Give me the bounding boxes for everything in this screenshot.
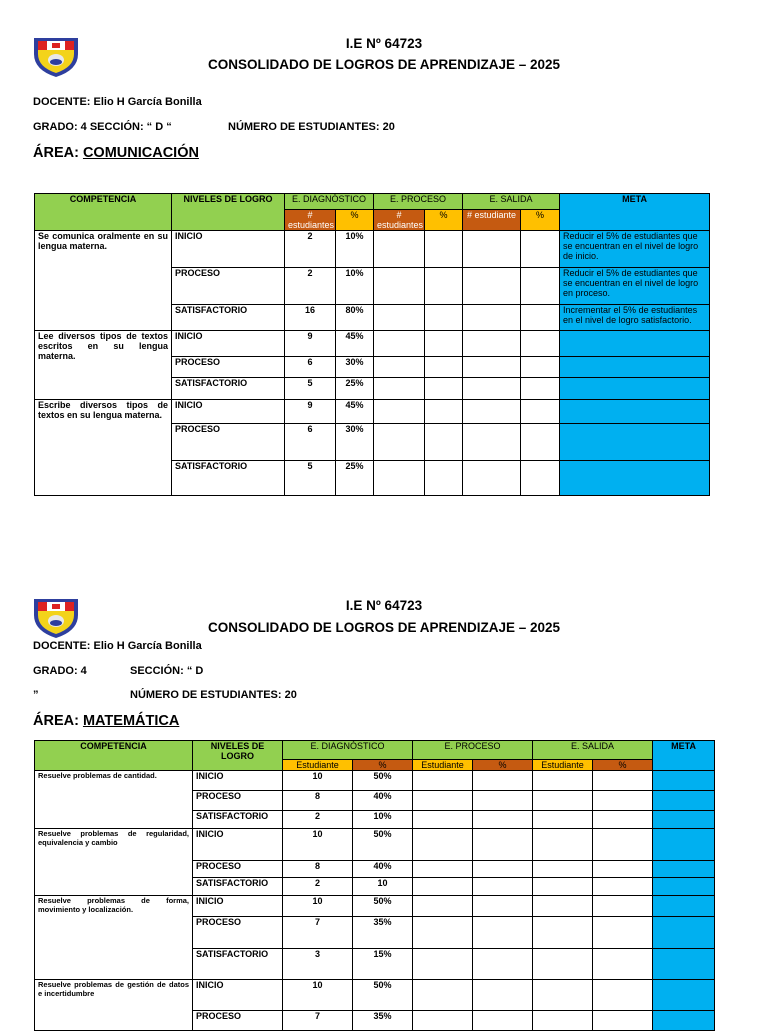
proc-count-cell xyxy=(374,331,425,357)
sal-count-cell xyxy=(463,231,521,268)
meta-cell xyxy=(653,878,715,896)
diag-pct-cell: 45% xyxy=(336,400,374,424)
sal-pct-cell xyxy=(593,980,653,1011)
diag-count-cell: 2 xyxy=(283,811,353,829)
sal-count-cell xyxy=(463,268,521,305)
competencia-header: COMPETENCIA xyxy=(35,741,193,771)
proc-count-cell xyxy=(413,829,473,861)
nivel-cell: SATISFACTORIO xyxy=(172,461,285,496)
proc-pct-cell xyxy=(473,811,533,829)
table-row xyxy=(35,771,715,791)
diag-pct-subheader: % xyxy=(353,760,413,771)
proc-count-cell xyxy=(413,896,473,917)
proc-pct-cell xyxy=(425,461,463,496)
proc-count-cell xyxy=(413,771,473,791)
nivel-cell: SATISFACTORIO xyxy=(193,811,283,829)
meta-header: META xyxy=(653,741,715,771)
sal-pct-cell xyxy=(521,305,560,331)
diag-count-cell: 10 xyxy=(283,829,353,861)
proceso-header: E. PROCESO xyxy=(413,741,533,760)
competencia-cell: Resuelve problemas de cantidad. xyxy=(35,771,193,829)
proc-count-cell xyxy=(413,917,473,949)
diag-pct-cell: 25% xyxy=(336,378,374,400)
proc-pct-cell xyxy=(425,305,463,331)
table-row xyxy=(35,400,710,424)
sal-pct-cell xyxy=(593,878,653,896)
nivel-cell: INICIO xyxy=(172,231,285,268)
diag-pct-subheader: % xyxy=(336,210,374,231)
proceso-header: E. PROCESO xyxy=(374,194,463,210)
diag-pct-cell: 80% xyxy=(336,305,374,331)
meta-header: META xyxy=(560,194,710,231)
sal-count-cell xyxy=(533,829,593,861)
proc-pct-cell xyxy=(473,878,533,896)
diag-count-cell: 2 xyxy=(283,878,353,896)
meta-cell xyxy=(653,861,715,878)
salida-header: E. SALIDA xyxy=(533,741,653,760)
competencia-cell: Escribe diversos tipos de textos en su lengua materna. xyxy=(35,400,172,496)
meta-cell: Reducir el 5% de estudiantes que se encuentran en el nivel de logro en proceso. xyxy=(560,268,710,305)
num-estudiantes-label: NÚMERO DE ESTUDIANTES: 20 xyxy=(130,689,297,701)
diag-count-cell: 6 xyxy=(285,357,336,378)
diag-count-cell: 5 xyxy=(285,461,336,496)
sal-count-cell xyxy=(533,811,593,829)
diag-est-subheader: # estudiantes xyxy=(285,210,336,231)
sal-count-cell xyxy=(533,771,593,791)
diag-pct-cell: 50% xyxy=(353,829,413,861)
competencia-cell: Resuelve problemas de regularidad, equivalencia y cambio xyxy=(35,829,193,896)
sal-pct-cell xyxy=(593,829,653,861)
diag-count-cell: 9 xyxy=(285,331,336,357)
meta-cell xyxy=(560,424,710,461)
table-row xyxy=(35,231,710,268)
proc-count-cell xyxy=(413,878,473,896)
diag-count-cell: 8 xyxy=(283,791,353,811)
sal-pct-cell xyxy=(593,896,653,917)
proc-pct-subheader: % xyxy=(425,210,463,231)
sal-pct-cell xyxy=(593,811,653,829)
diag-count-cell: 8 xyxy=(283,861,353,878)
sal-pct-cell xyxy=(593,771,653,791)
sal-count-cell xyxy=(533,917,593,949)
report-title: CONSOLIDADO DE LOGROS DE APRENDIZAJE – 2025 xyxy=(207,620,561,635)
nivel-cell: SATISFACTORIO xyxy=(193,949,283,980)
sal-count-cell xyxy=(533,1011,593,1031)
competencia-header: COMPETENCIA xyxy=(35,194,172,231)
diag-pct-cell: 10% xyxy=(336,231,374,268)
sal-est-subheader: Estudiante xyxy=(533,760,593,771)
diag-pct-cell: 30% xyxy=(336,357,374,378)
nivel-cell: PROCESO xyxy=(172,424,285,461)
diag-pct-cell: 10% xyxy=(336,268,374,305)
sal-pct-cell xyxy=(593,861,653,878)
meta-cell xyxy=(560,357,710,378)
area-name: COMUNICACIÓN xyxy=(82,145,199,161)
meta-cell xyxy=(560,461,710,496)
proc-count-cell xyxy=(413,861,473,878)
proc-count-cell xyxy=(374,461,425,496)
seccion-label: SECCIÓN: “ D xyxy=(130,665,204,677)
meta-cell xyxy=(560,400,710,424)
diag-count-cell: 3 xyxy=(283,949,353,980)
proc-count-cell xyxy=(413,811,473,829)
diag-pct-cell: 50% xyxy=(353,980,413,1011)
seccion-quote: ” xyxy=(33,689,39,701)
sal-count-cell xyxy=(533,980,593,1011)
diag-count-cell: 10 xyxy=(283,896,353,917)
sal-count-cell xyxy=(463,378,521,400)
sal-pct-cell xyxy=(521,231,560,268)
meta-cell xyxy=(653,896,715,917)
diag-pct-cell: 10% xyxy=(353,811,413,829)
meta-cell xyxy=(653,791,715,811)
diag-count-cell: 10 xyxy=(283,980,353,1011)
diag-pct-cell: 50% xyxy=(353,896,413,917)
proc-count-cell xyxy=(413,949,473,980)
nivel-cell: PROCESO xyxy=(193,1011,283,1031)
meta-cell xyxy=(653,811,715,829)
proc-pct-cell xyxy=(473,949,533,980)
diag-count-cell: 7 xyxy=(283,1011,353,1031)
nivel-cell: SATISFACTORIO xyxy=(172,305,285,331)
sal-pct-subheader: % xyxy=(521,210,560,231)
meta-cell xyxy=(653,829,715,861)
proc-count-cell xyxy=(374,400,425,424)
proc-pct-cell xyxy=(425,231,463,268)
diag-count-cell: 16 xyxy=(285,305,336,331)
sal-count-cell xyxy=(533,878,593,896)
nivel-cell: PROCESO xyxy=(193,917,283,949)
school-name: I.E Nº 64723 xyxy=(345,598,423,613)
table-row xyxy=(35,331,710,357)
sal-pct-cell xyxy=(521,357,560,378)
diag-count-cell: 6 xyxy=(285,424,336,461)
diag-count-cell: 5 xyxy=(285,378,336,400)
diag-pct-cell: 35% xyxy=(353,917,413,949)
proc-pct-subheader: % xyxy=(473,760,533,771)
diag-pct-cell: 35% xyxy=(353,1011,413,1031)
proc-count-cell xyxy=(374,231,425,268)
diag-pct-cell: 25% xyxy=(336,461,374,496)
niveles-header: NIVELES DE LOGRO xyxy=(172,194,285,231)
proc-pct-cell xyxy=(425,357,463,378)
proc-pct-cell xyxy=(473,771,533,791)
diag-count-cell: 9 xyxy=(285,400,336,424)
sal-count-cell xyxy=(533,949,593,980)
meta-cell xyxy=(653,949,715,980)
diag-pct-cell: 10 xyxy=(353,878,413,896)
area-heading: ÁREA: COMUNICACIÓN xyxy=(33,145,199,161)
proc-est-subheader: # estudiantes xyxy=(374,210,425,231)
sal-pct-cell xyxy=(521,378,560,400)
sal-count-cell xyxy=(533,861,593,878)
proc-pct-cell xyxy=(473,791,533,811)
docente-label: DOCENTE: Elio H García Bonilla xyxy=(33,640,202,652)
sal-count-cell xyxy=(463,400,521,424)
sal-count-cell xyxy=(463,461,521,496)
area-name: MATEMÁTICA xyxy=(82,713,180,729)
proc-pct-cell xyxy=(473,917,533,949)
proc-est-subheader: Estudiante xyxy=(413,760,473,771)
docente-label: DOCENTE: Elio H García Bonilla xyxy=(33,96,202,108)
proc-pct-cell xyxy=(473,980,533,1011)
diagnostico-header: E. DIAGNÓSTICO xyxy=(283,741,413,760)
competencia-cell: Resuelve problemas de forma, movimiento y localización. xyxy=(35,896,193,980)
nivel-cell: SATISFACTORIO xyxy=(193,878,283,896)
proc-count-cell xyxy=(374,357,425,378)
comunicacion-table xyxy=(34,193,710,496)
sal-pct-cell xyxy=(593,791,653,811)
diag-est-subheader: Estudiante xyxy=(283,760,353,771)
meta-cell: Incrementar el 5% de estudiantes en el nivel de logro satisfactorio. xyxy=(560,305,710,331)
meta-cell xyxy=(560,331,710,357)
nivel-cell: INICIO xyxy=(193,980,283,1011)
sal-pct-subheader: % xyxy=(593,760,653,771)
diag-pct-cell: 30% xyxy=(336,424,374,461)
diag-count-cell: 10 xyxy=(283,771,353,791)
meta-cell xyxy=(560,378,710,400)
sal-count-cell xyxy=(463,331,521,357)
sal-count-cell xyxy=(463,305,521,331)
sal-pct-cell xyxy=(521,461,560,496)
nivel-cell: INICIO xyxy=(172,331,285,357)
nivel-cell: PROCESO xyxy=(193,791,283,811)
grado-label: GRADO: 4 xyxy=(33,665,87,677)
diag-count-cell: 7 xyxy=(283,917,353,949)
nivel-cell: INICIO xyxy=(193,896,283,917)
nivel-cell: PROCESO xyxy=(172,268,285,305)
nivel-cell: INICIO xyxy=(193,771,283,791)
competencia-cell: Resuelve problemas de gestión de datos e incertidumbre xyxy=(35,980,193,1031)
sal-count-cell xyxy=(463,357,521,378)
report-title: CONSOLIDADO DE LOGROS DE APRENDIZAJE – 2025 xyxy=(207,57,561,72)
diag-pct-cell: 40% xyxy=(353,791,413,811)
diag-pct-cell: 45% xyxy=(336,331,374,357)
proc-pct-cell xyxy=(425,331,463,357)
niveles-header: NIVELES DE LOGRO xyxy=(193,741,283,771)
table-row xyxy=(35,980,715,1011)
meta-cell xyxy=(653,917,715,949)
proc-count-cell xyxy=(374,305,425,331)
diag-pct-cell: 40% xyxy=(353,861,413,878)
sal-est-subheader: # estudiante xyxy=(463,210,521,231)
proc-count-cell xyxy=(413,980,473,1011)
competencia-cell: Se comunica oralmente en su lengua materna. xyxy=(35,231,172,331)
proc-pct-cell xyxy=(473,896,533,917)
nivel-cell: INICIO xyxy=(172,400,285,424)
diagnostico-header: E. DIAGNÓSTICO xyxy=(285,194,374,210)
sal-count-cell xyxy=(533,791,593,811)
proc-pct-cell xyxy=(473,829,533,861)
sal-pct-cell xyxy=(593,1011,653,1031)
diag-count-cell: 2 xyxy=(285,268,336,305)
sal-pct-cell xyxy=(521,331,560,357)
sal-pct-cell xyxy=(521,424,560,461)
meta-cell: Reducir el 5% de estudiantes que se encuentran en el nivel de logro de inicio. xyxy=(560,231,710,268)
sal-pct-cell xyxy=(521,268,560,305)
sal-count-cell xyxy=(463,424,521,461)
nivel-cell: SATISFACTORIO xyxy=(172,378,285,400)
proc-pct-cell xyxy=(473,1011,533,1031)
meta-cell xyxy=(653,980,715,1011)
proc-count-cell xyxy=(374,268,425,305)
sal-count-cell xyxy=(533,896,593,917)
table-row xyxy=(35,829,715,861)
proc-pct-cell xyxy=(425,400,463,424)
sal-pct-cell xyxy=(521,400,560,424)
nivel-cell: PROCESO xyxy=(172,357,285,378)
school-name: I.E Nº 64723 xyxy=(345,36,423,51)
diag-pct-cell: 15% xyxy=(353,949,413,980)
proc-count-cell xyxy=(374,424,425,461)
proc-pct-cell xyxy=(473,861,533,878)
salida-header: E. SALIDA xyxy=(463,194,560,210)
proc-pct-cell xyxy=(425,424,463,461)
diag-count-cell: 2 xyxy=(285,231,336,268)
meta-cell xyxy=(653,1011,715,1031)
proc-pct-cell xyxy=(425,378,463,400)
table-row xyxy=(35,896,715,917)
proc-pct-cell xyxy=(425,268,463,305)
num-estudiantes-label: NÚMERO DE ESTUDIANTES: 20 xyxy=(228,121,395,133)
grado-seccion-label: GRADO: 4 SECCIÓN: “ D “ xyxy=(33,121,172,133)
proc-count-cell xyxy=(374,378,425,400)
sal-pct-cell xyxy=(593,917,653,949)
meta-cell xyxy=(653,771,715,791)
sal-pct-cell xyxy=(593,949,653,980)
nivel-cell: PROCESO xyxy=(193,861,283,878)
area-heading: ÁREA: MATEMÁTICA xyxy=(33,713,180,729)
diag-pct-cell: 50% xyxy=(353,771,413,791)
proc-count-cell xyxy=(413,1011,473,1031)
nivel-cell: INICIO xyxy=(193,829,283,861)
proc-count-cell xyxy=(413,791,473,811)
matematica-table xyxy=(34,740,715,1031)
competencia-cell: Lee diversos tipos de textos escritos en su lengua materna. xyxy=(35,331,172,400)
